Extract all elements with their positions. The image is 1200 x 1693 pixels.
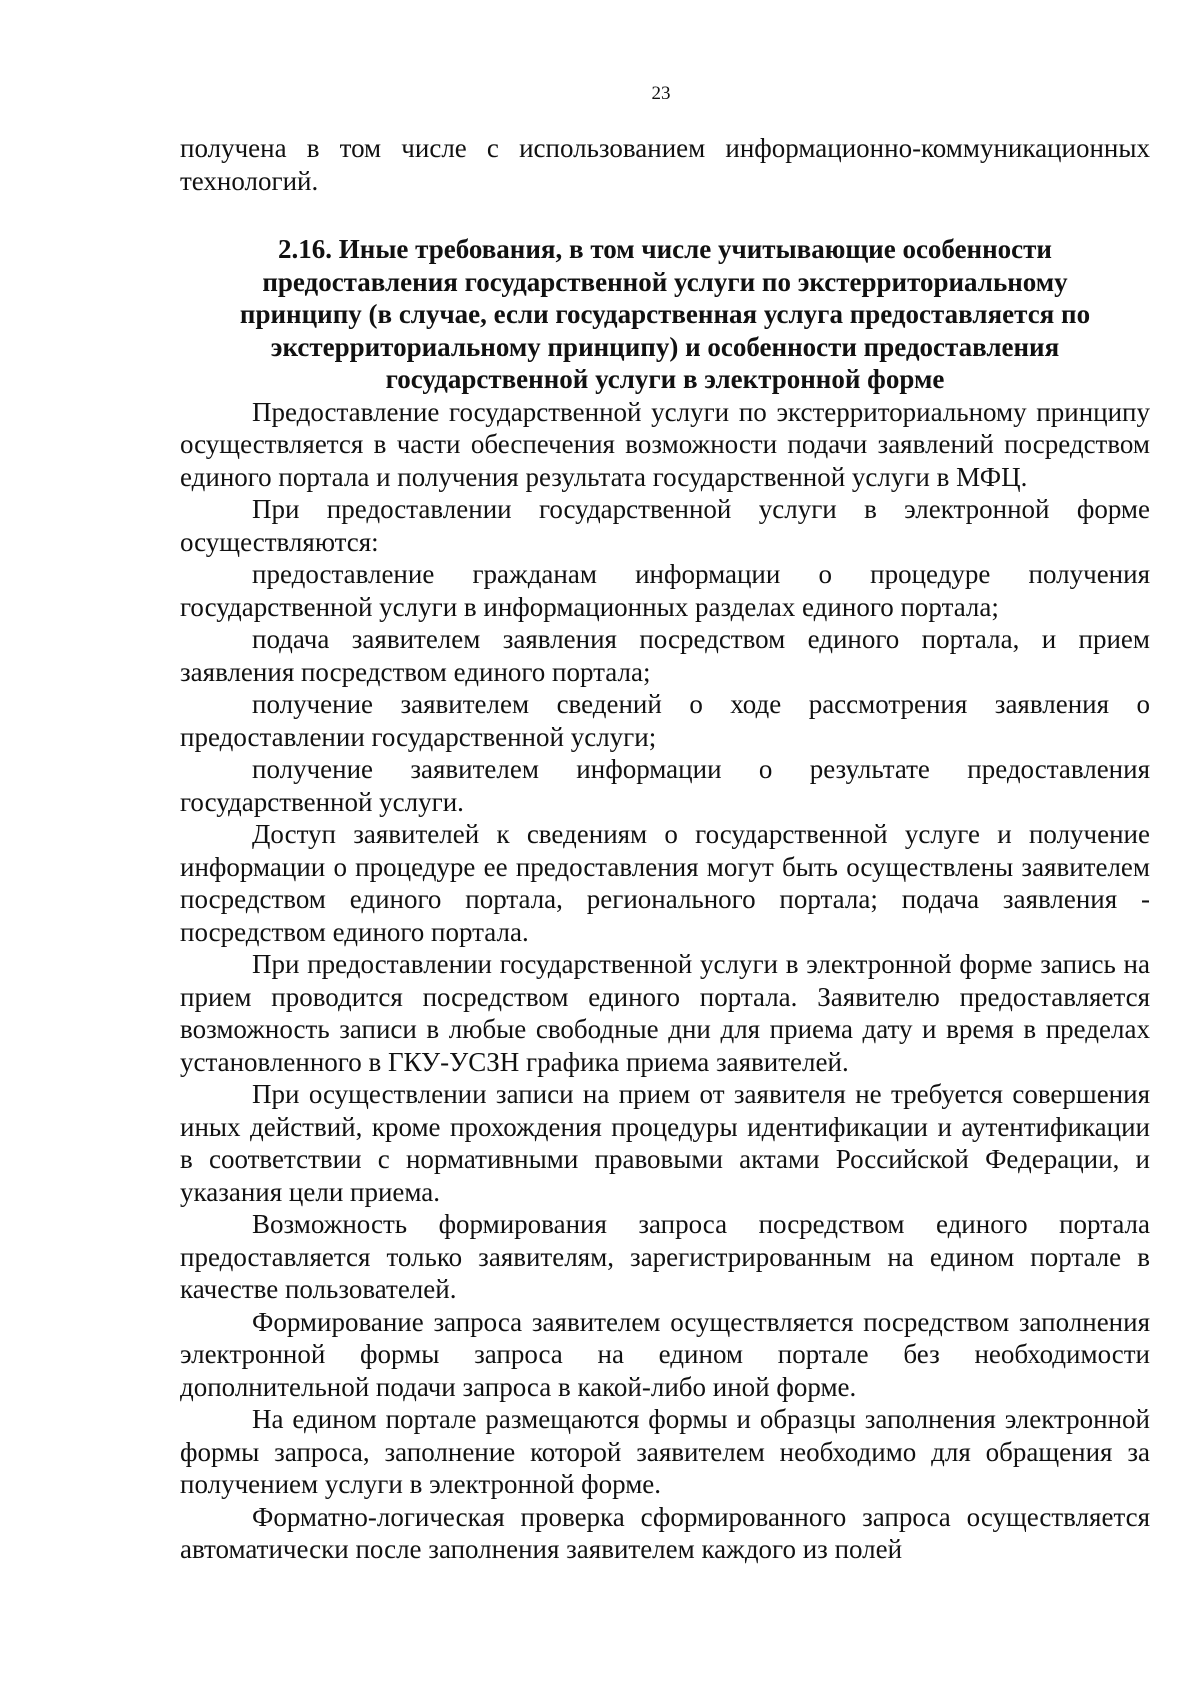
paragraph-appointment: При предоставлении государственной услуги в электронной форме запись на прием проводится посредством единого портала. Заявителю предоставляется возможность записи в любые свободные дни для приема дату и время в пределах установленного в ГКУ-УСЗН графика приема заявителей. [180,949,1150,1077]
paragraph-request-possibility: Возможность формирования запроса посредством единого портала предоставляется только заявителям, зарегистрированным на едином портале в качестве пользователей. [180,1209,1150,1304]
document-body [180,132,1150,1566]
list-item-information: предоставление гражданам информации о процедуре получения государственной услуги в информационных разделах единого портала; [180,559,1150,622]
paragraph-extraterritorial: Предоставление государственной услуги по экстерриториальному принципу осуществляется в части обеспечения возможности подачи заявлений посредством единого портала и получения результата государственной услуги в МФЦ. [180,396,1150,492]
paragraph-electronic-form-intro: При предоставлении государственной услуги в электронной форме осуществляются: [180,494,1150,557]
page-number: 23 [651,83,671,104]
paragraph-format-check: Форматно-логическая проверка сформированного запроса осуществляется автоматически после заполнения заявителем каждого из полей [180,1501,1150,1564]
list-item-submission: подача заявителем заявления посредством единого портала, и прием заявления посредством единого портала; [180,624,1150,687]
section-heading: 2.16. Иные требования, в том числе учитывающие особенности предоставления государственной услуги по экстерриториальному принципу (в случае, если государственная услуга предоставляется по экстерриториальному принципу) и особенности предоставления государственной услуги в электронной форме [239,234,1091,394]
paragraph-request-forming: Формирование запроса заявителем осуществляется посредством заполнения электронной формы запроса на едином портале без необходимости дополнительной подачи запроса в какой-либо иной форме. [180,1306,1150,1402]
list-item-status: получение заявителем сведений о ходе рассмотрения заявления о предоставлении государственной услуги; [180,689,1150,752]
paragraph-forms-samples: На едином портале размещаются формы и образцы заполнения электронной формы запроса, заполнение которой заявителем необходимо для обращения за получением услуги в электронной форме. [180,1404,1150,1499]
paragraph-access: Доступ заявителей к сведениям о государственной услуге и получение информации о процедуре ее предоставления могут быть осуществлены заявителем посредством единого портала, регионального портала; подача заявления - посредством единого портала. [180,819,1150,947]
paragraph-authentication: При осуществлении записи на прием от заявителя не требуется совершения иных действий, кроме прохождения процедуры идентификации и аутентификации в соответствии с нормативными правовыми актами Российской Федерации, и указания цели приема. [180,1079,1150,1207]
list-item-result: получение заявителем информации о результате предоставления государственной услуги. [180,754,1150,817]
intro-paragraph: получена в том числе с использованием информационно-коммуникационных технологий. [180,133,1150,196]
